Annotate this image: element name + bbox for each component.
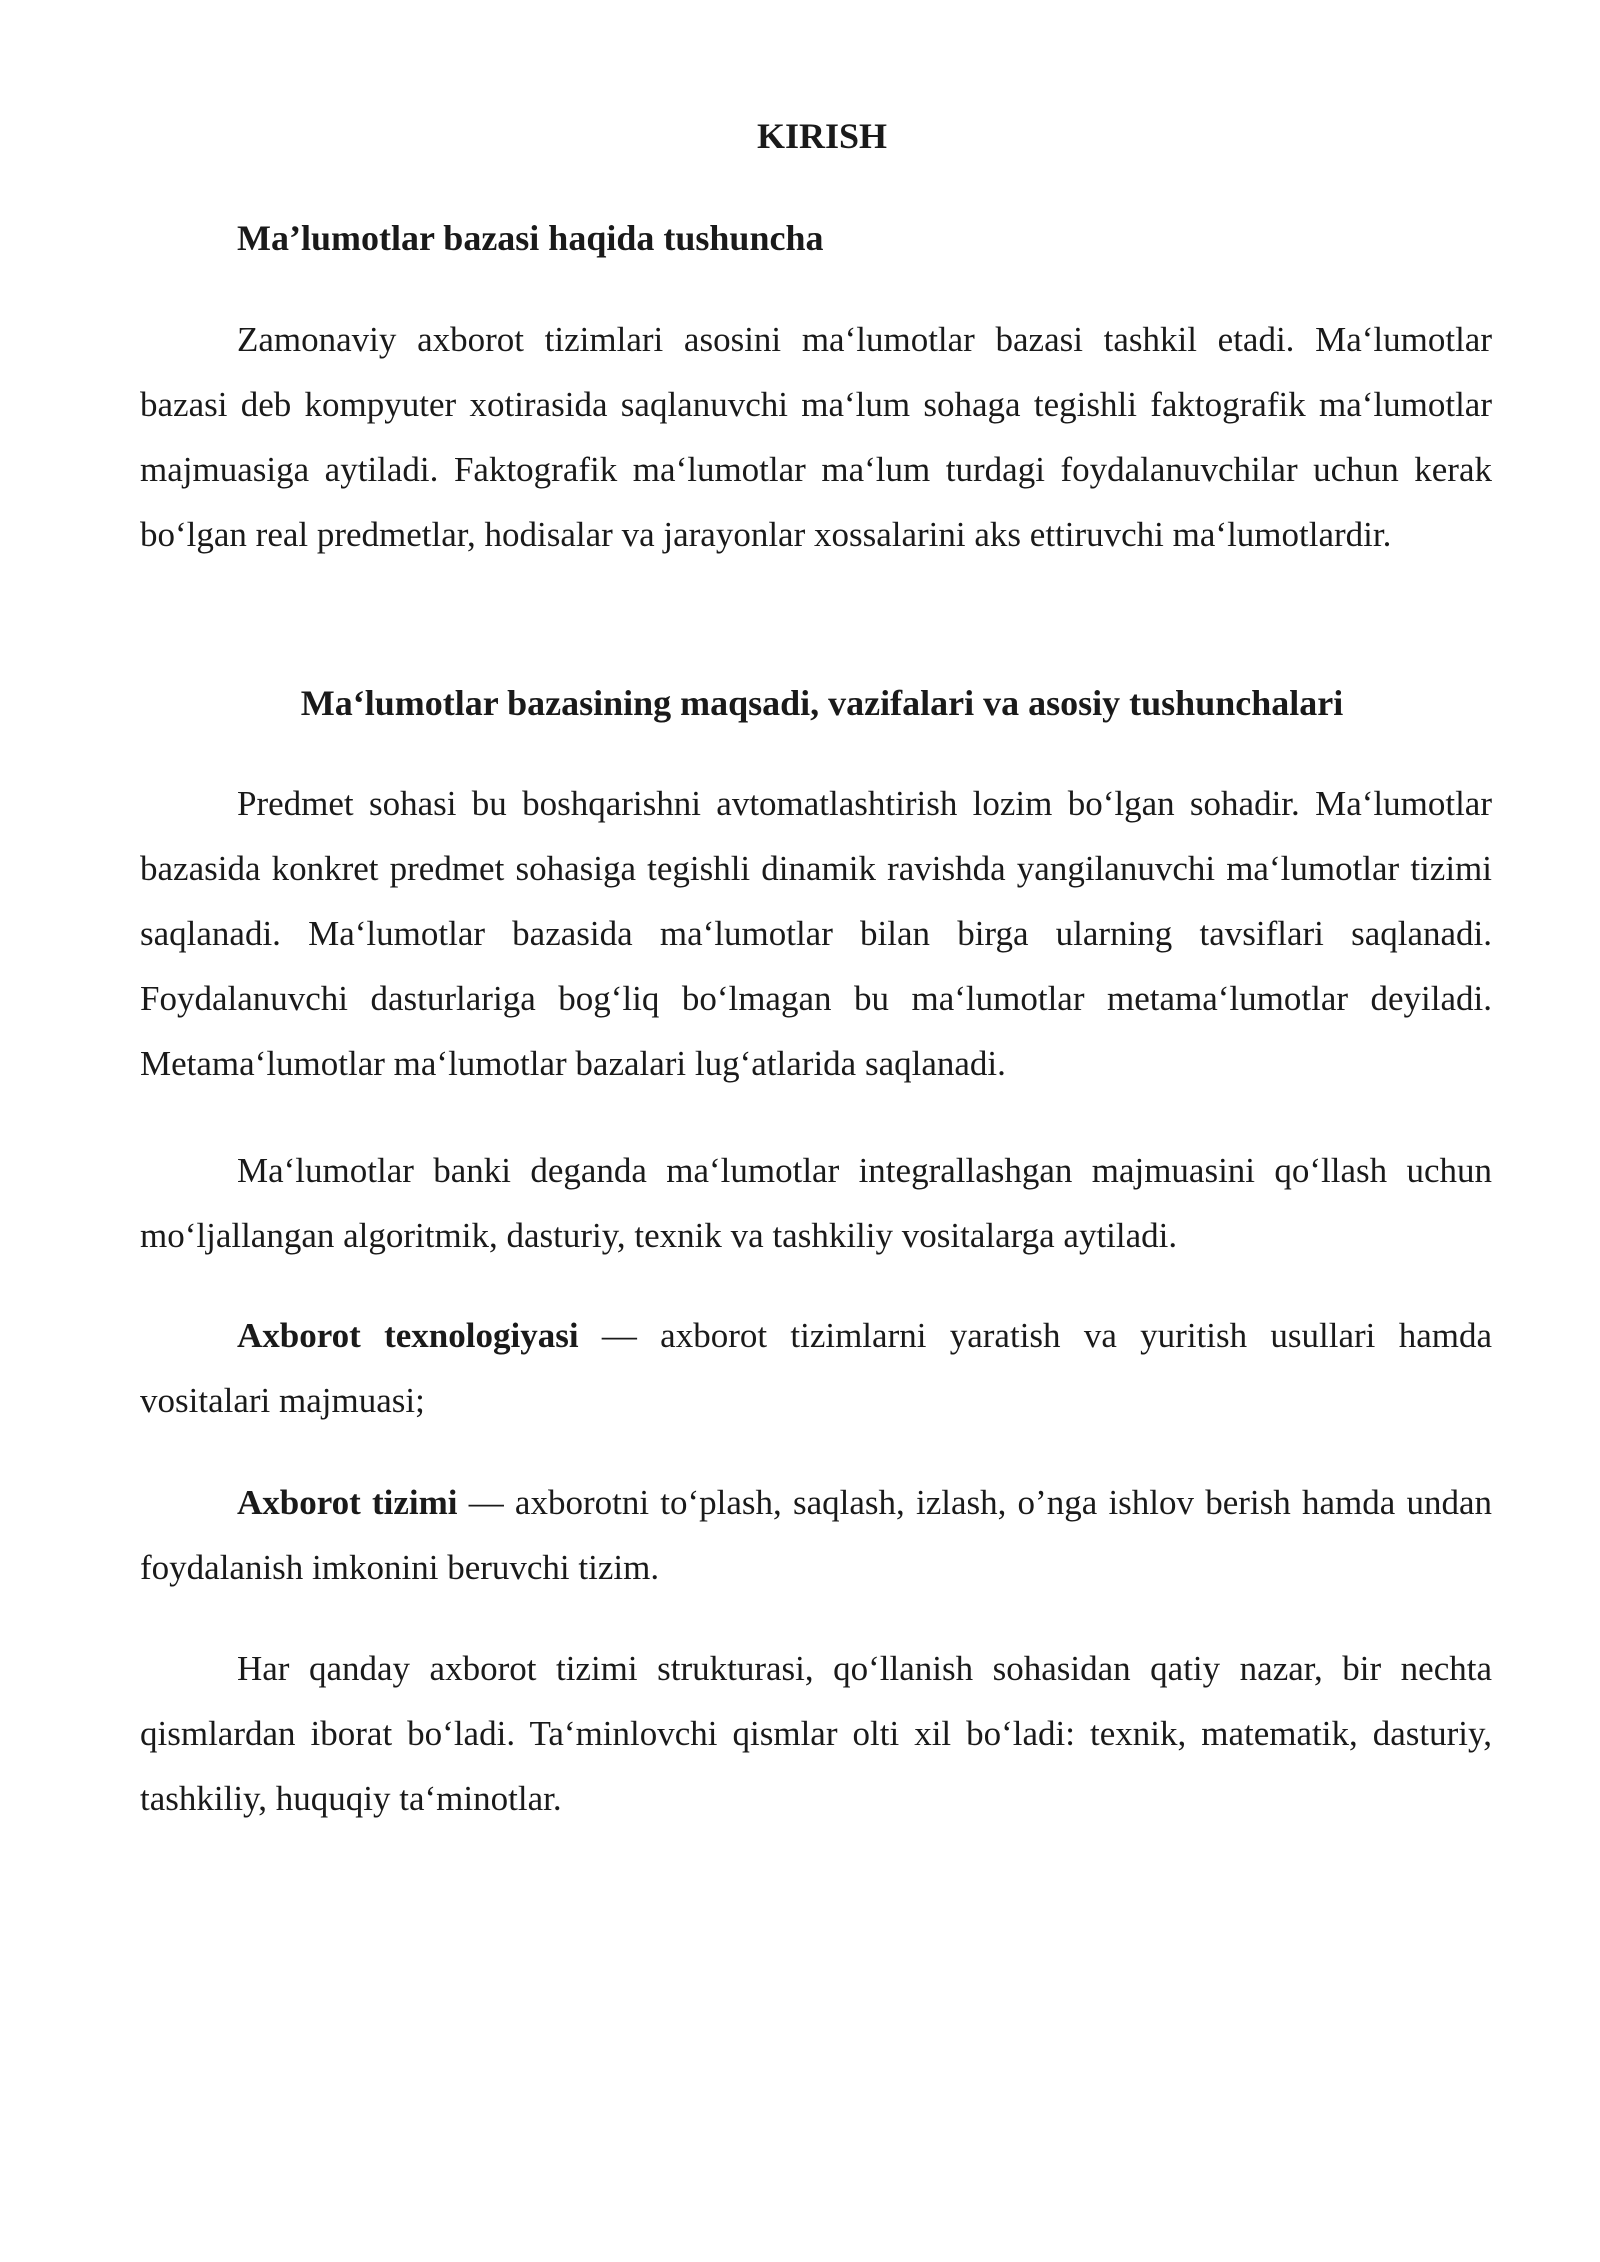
page-title: KIRISH — [756, 116, 888, 156]
section-heading-goals: Maʻlumotlar bazasining maqsadi, vazifalari va asosiy tushunchalari — [300, 683, 1344, 723]
definition-text: — axborotni toʻplash, saqlash, izlash, o’nga ishlov berish hamda undan foydalanish imkonini beruvchi tizim. — [140, 1483, 1492, 1587]
paragraph-definition-it — [140, 1303, 1492, 1433]
paragraph-subject-area: Predmet sohasi bu boshqarishni avtomatlashtirish lozim boʻlgan sohadir. Maʻlumotlar bazasida konkret predmet sohasiga tegishli dinamik ravishda yangilanuvchi maʻlumotlar tizimi saqlanadi. Maʻlumotlar bazasida maʻlumotlar bilan birga ularning tavsiflari saqlanadi. Foydalanuvchi dasturlariga bogʻliq boʻlmagan bu maʻlumotlar metamaʻlumotlar deyiladi. Metamaʻlumotlar maʻlumotlar bazalari lugʻatlarida saqlanadi. — [140, 784, 1492, 1083]
definition-text: — axborot tizimlarni yaratish va yuritish usullari hamda vositalari majmuasi; — [140, 1316, 1493, 1420]
paragraph-database-definition: Zamonaviy axborot tizimlari asosini maʻlumotlar bazasi tashkil etadi. Maʻlumotlar bazasi deb kompyuter xotirasida saqlanuvchi maʻlum sohaga tegishli faktografik maʻlumotlar majmuasiga aytiladi. Faktografik maʻlumotlar maʻlum turdagi foydalanuvchilar uchun kerak boʻlgan real predmetlar, hodisalar va jarayonlar xossalarini aks ettiruvchi maʻlumotlardir. — [140, 320, 1492, 554]
definition-term: Axborot texnologiyasi — [237, 1316, 579, 1355]
paragraph-data-bank: Maʻlumotlar banki deganda maʻlumotlar integrallashgan majmuasini qoʻllash uchun moʻljallangan algoritmik, dasturiy, texnik va tashkiliy vositalarga aytiladi. — [140, 1151, 1492, 1255]
definition-term: Axborot tizimi — [237, 1483, 458, 1522]
paragraph-definition-is — [140, 1470, 1492, 1600]
paragraph-structure: Har qanday axborot tizimi strukturasi, qoʻllanish sohasidan qatiy nazar, bir nechta qismlardan iborat boʻladi. Taʻminlovchi qismlar olti xil boʻladi: texnik, matematik, dasturiy, tashkiliy, huquqiy taʻminotlar. — [140, 1649, 1492, 1818]
section-heading-concept: Ma’lumotlar bazasi haqida tushuncha — [237, 218, 824, 258]
